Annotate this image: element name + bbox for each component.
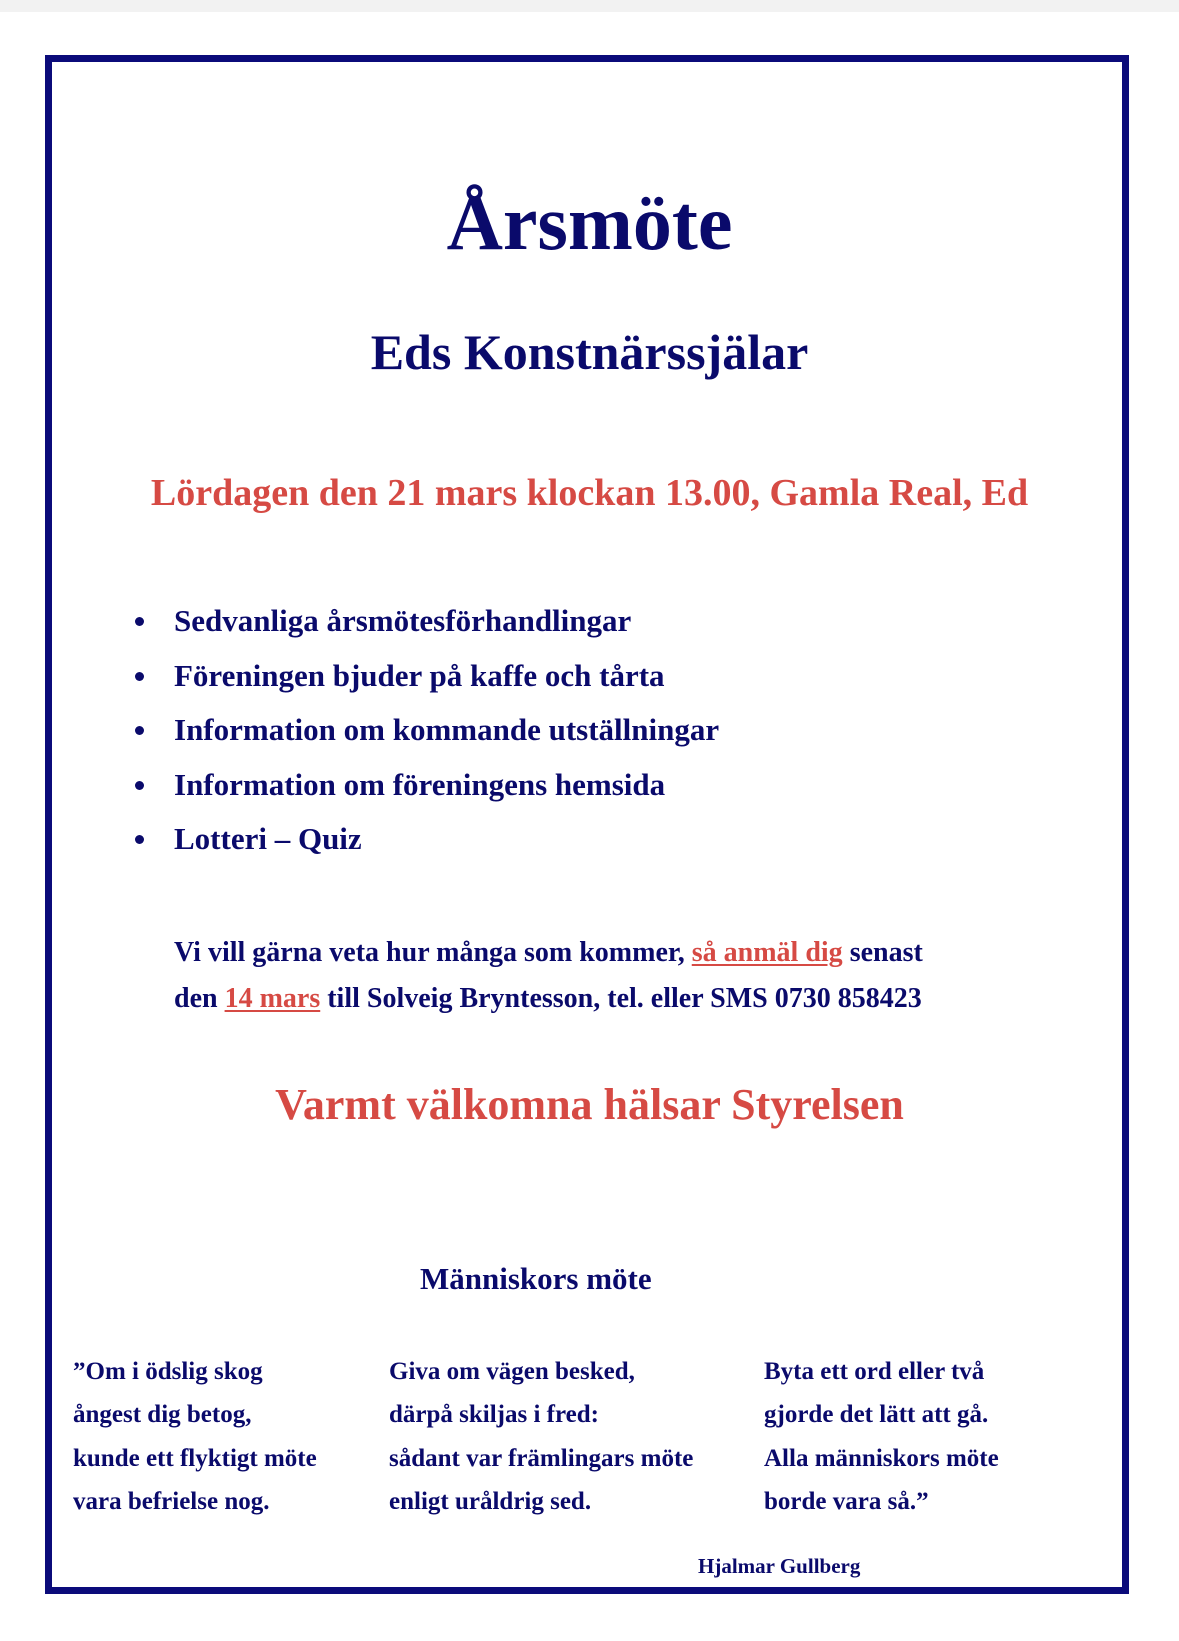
poem-stanza-1	[73, 1350, 317, 1523]
poem-line: Giva om vägen besked,	[389, 1358, 635, 1385]
agenda-item	[135, 765, 719, 820]
poem-line: vara befrielse nog.	[73, 1487, 270, 1515]
poem-author: Hjalmar Gullberg	[698, 1554, 861, 1578]
poem-line: borde vara så.”	[764, 1487, 929, 1515]
bullet-icon	[135, 781, 144, 790]
poem-title: Människors möte	[420, 1261, 652, 1296]
poem-line: Byta ett ord eller två	[764, 1358, 985, 1385]
agenda-list	[135, 601, 719, 874]
rsvp-line-1	[174, 930, 923, 976]
rsvp-line-2	[174, 976, 923, 1022]
page-title: Årsmöte	[446, 179, 733, 266]
agenda-item-text: Sedvanliga årsmötesförhandlingar	[174, 603, 632, 638]
agenda-item-text: Information om föreningens hemsida	[174, 766, 666, 802]
poem-line: kunde ett flyktigt möte	[73, 1444, 317, 1472]
agenda-item	[135, 601, 719, 656]
poem-line: därpå skiljas i fred:	[389, 1401, 599, 1429]
organization-name: Eds Konstnärssjälar	[370, 324, 809, 380]
poem-stanza-2	[389, 1350, 693, 1523]
rsvp-text: den	[174, 983, 225, 1014]
rsvp-paragraph	[174, 930, 923, 1022]
bullet-icon	[135, 726, 144, 735]
bullet-icon	[135, 835, 144, 844]
register-link[interactable]: så anmäl dig	[691, 937, 843, 968]
agenda-item-text: Föreningen bjuder på kaffe och tårta	[174, 657, 665, 693]
rsvp-text: Vi vill gärna veta hur många som kommer,	[174, 937, 692, 968]
rsvp-text: senast	[842, 937, 923, 968]
welcome-message: Varmt välkomna hälsar Styrelsen	[275, 1080, 904, 1129]
bullet-icon	[135, 617, 144, 626]
poem-line: sådant var främlingars möte	[389, 1444, 694, 1472]
agenda-item	[135, 819, 719, 874]
poem-line: ångest dig betog,	[73, 1401, 252, 1429]
poem-line: ”Om i ödslig skog	[73, 1358, 263, 1385]
event-date-location: Lördagen den 21 mars klockan 13.00, Gamla Real, Ed	[150, 472, 1029, 514]
agenda-item	[135, 710, 719, 765]
poem-line: gjorde det lätt att gå.	[764, 1401, 989, 1429]
agenda-item-text: Information om kommande utställningar	[174, 712, 720, 747]
poem-stanza-3	[764, 1350, 999, 1523]
agenda-item-text: Lotteri – Quiz	[174, 821, 362, 856]
deadline-link[interactable]: 14 mars	[224, 983, 321, 1014]
poem-line: enligt uråldrig sed.	[389, 1487, 592, 1515]
bullet-icon	[135, 672, 144, 681]
status-strip	[0, 0, 1179, 12]
rsvp-text: till Solveig Bryntesson, tel. eller SMS 0730 858423	[320, 983, 922, 1014]
agenda-item	[135, 656, 719, 711]
poem-line: Alla människors möte	[764, 1444, 999, 1472]
